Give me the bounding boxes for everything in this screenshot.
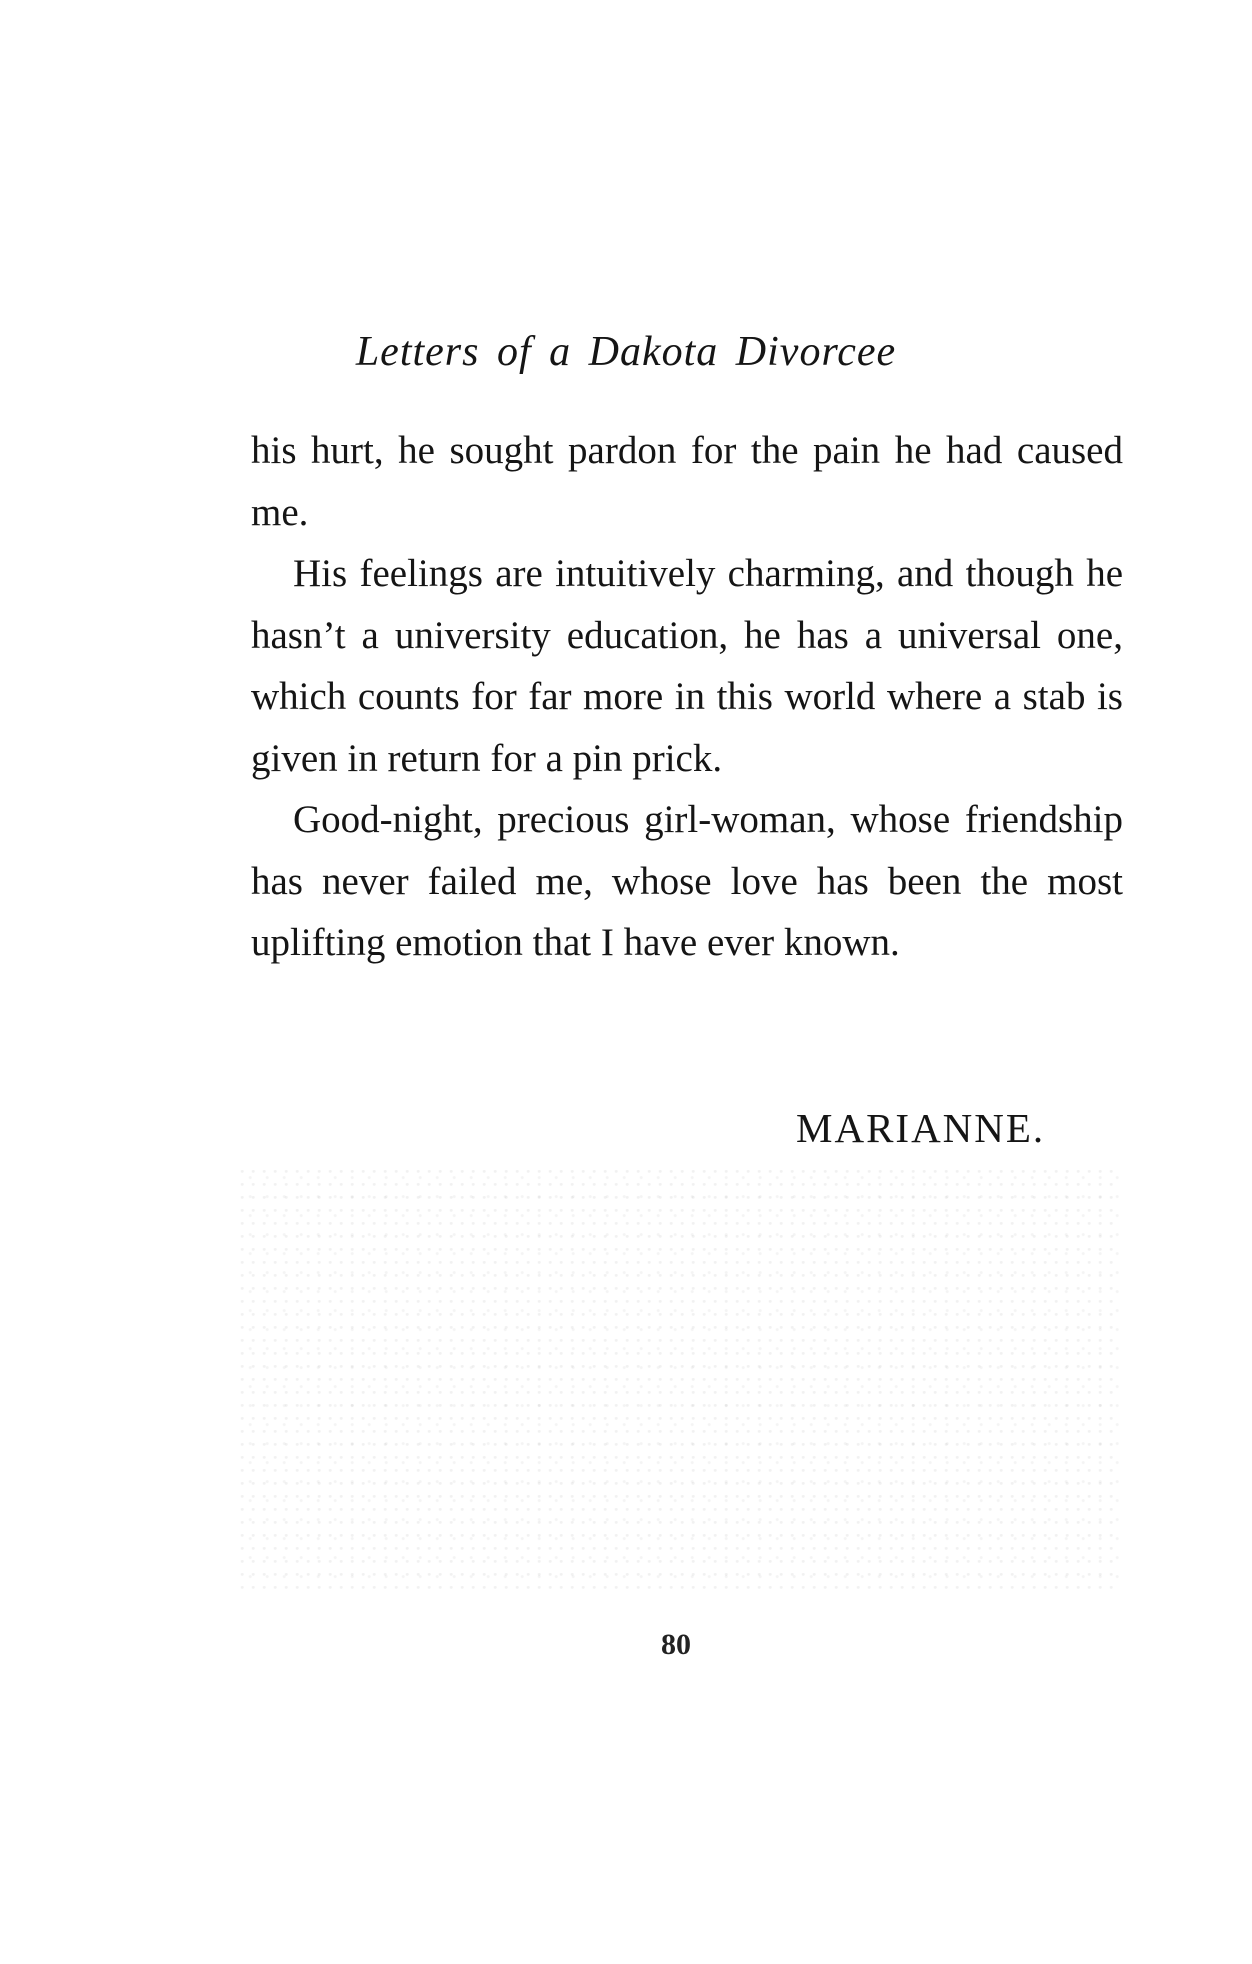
- body-text: [251, 420, 1123, 974]
- page-number: 80: [661, 1628, 691, 1661]
- paragraph-feelings: His feelings are intuitively charming, and though he hasn’t a university education, he has a universal one, which counts for far more in this world where a stab is given in return for a pin prick.: [251, 552, 1123, 780]
- paragraph-continuation: his hurt, he sought pardon for the pain he had caused me.: [251, 429, 1123, 534]
- running-head: Letters of a Dakota Divorcee: [355, 329, 897, 375]
- paragraph-good-night: Good-night, precious girl-woman, whose friendship has never failed me, whose love has been the most uplifting emotion that I have ever known.: [251, 798, 1123, 964]
- show-through-texture: [240, 1170, 1120, 1590]
- signature: MARIANNE.: [796, 1105, 1046, 1151]
